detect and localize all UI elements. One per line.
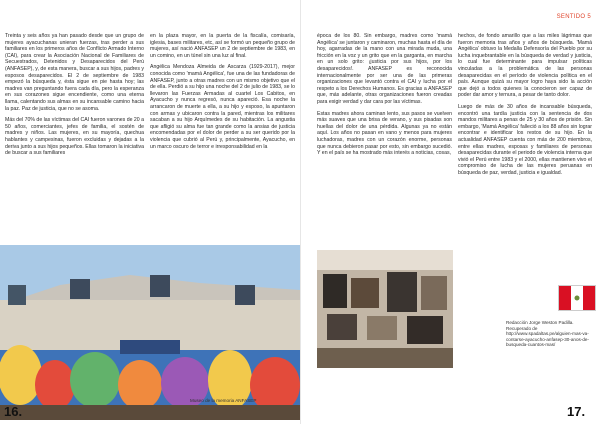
paragraph: en la plaza mayor, en la puerta de la fiscalía, comisaría, iglesia, bases militares, etc, así se formó un pequeño grupo de mujeres, así nació ANFASEP un 2 de septiembre de 1983, en un comino, en un túnel sin una luz al final. (150, 33, 295, 59)
right-text-column-1 (317, 33, 452, 162)
paragraph: hechos, de fondo amarillo que a las miles lágrimas que fueron memoria tras años y años de búsqueda. 'Mamá Angélica' obtuvo la Medalla Defensoría del Pueblo por su lucha inquebrantable en la búsqueda de verdad y justicia, lo cual fue determinante para impulsar políticas vinculadas a la problemática de las personas desaparecidas en el período de violencia política en el país. Aunque quizá su mayor logro haya sido la acción que dejó a todos quienes la conocieron ser capaz de poder dar amor y ternura, a pesar de tanto dolor. (458, 33, 592, 99)
author-credit: Redacción Jorge Weston Padilla. Recuperado de http://www.spadaltas.pe/alguien-mas-va-contarse-ayacucho-anfasep-30-anos-de-busqueda-cuantos-mas/ (506, 320, 589, 348)
left-text-column-1 (5, 33, 144, 162)
left-text-column-2 (150, 33, 295, 155)
peru-flag (558, 285, 596, 311)
paragraph: época de los 80. Sin embargo, madres como 'mamá Angélica' se juntaron y caminaron, muchas hasta el día de hoy, agarradas de la mano con una mirada muda, una fricción en la voz y un grito que en la garganta, en marcha en un solo grito: ¡justicia por sus hijos, por los desaparecidos!. ANFASEP es reconocida internacionalmente por ser una de las primeras organizaciones que levantó contra el CAI y lucha por el respeto a los Derechos Humanos. Es gracias a ANFASEP que, más adelante, otras organizaciones fueron creadas para exigir verdad y dar cara por las víctimas. (317, 33, 452, 105)
right-page (300, 0, 600, 424)
right-text-column-2 (458, 33, 592, 181)
section-tag: SENTIDO 5 (556, 14, 591, 20)
paragraph: Más del 70% de las víctimas del CAI fueron varones de 20 a 50 años, comerciantes, jefes de familia, el sostén de madres y niños. Las mujeres, en su mayoría, quechua hablantes y campesinas, fueron excluidas y dejadas a la deriva junto a sus hijos pequeños. Ellas tomaron la iniciativa de buscar a sus familiares (5, 117, 144, 157)
photo-caption: Museo de la memoria ANFASEP (190, 398, 257, 403)
paragraph: Luego de más de 30 años de incansable búsqueda, encontró una tardía justicia con la sentencia de dos mandos militares a penas de 25 y 30 años de prisión. Sin embargo, 'Mamá Angélica' falleció a los 88 años sin lograr encontrar e identificar los restos de su hijo. En la actualidad ANFASEP cuenta con más de 200 miembros, entre ellas madres, esposas y familiares de personas desaparecidas durante el periodo de violencia interna que vivió el Perú entre 1983 y el 2000, ellas mantienen vivo el compromiso de lucha de las mujeres peruanas en búsqueda de paz, verdad, justicia e igualdad. (458, 103, 592, 176)
page-number-right: 17. (567, 404, 586, 419)
museum-photo (0, 245, 300, 420)
paragraph: Treinta y seis años ya han pasado desde que un grupo de mujeres ayacuchanas unieran fuerzas, tras perder a sus familiares en los primeros años de Conflicto Armado Interno (CAI), para crear la Asociación Nacional de Familiares de Secuestrados, Detenidos y Desaparecidos del Perú (ANFASEP), y, de esta manera, buscar a sus hijos, padres y esposos desaparecidos. El 2 de septiembre de 1983 empezó la búsqueda y, ésta sigue en pie hasta hoy; las madres van preguntando fuera cada día, pero la esperanza en sus corazones sigue encendiente, como una eterna llama, calentando sus almas en su incansable camino hacia la paz. Paz de justicia, que no se asoma. (5, 33, 144, 112)
museum-interior-photo (317, 250, 453, 368)
paragraph: Angélica Mendoza Almeida de Ascarza (1929-2017), mejor conocida como 'mamá Angélica', fue una de las fundadoras de ANFASEP, junto a otras madres con un mismo objetivo que el de ella. Perdió a su hijo una noche del 2 de julio de 1983, se lo llevaron las Fuerzas Armadas al cuartel Los Cabitos, en Ayacucho y nunca regresó, nunca apareció. Esa noche la arrancaron de muerte a ella, a su hijo y esposo, la apuntaron con armas y ubicaron contra la pared, mientras los militares sacaban a su hijo Arquímedes de su habitación. La angustia que afligió su alma fue tan grande como la ansias de justicia encomendadas por el dolor de perder a su ser querido por la violencia que cubrió al Perú y, principalmente, Ayacucho, en un marco oscuro de terror e irresponsabilidad en la (150, 64, 295, 150)
paragraph: Estas madres ahora caminan lento, sus pasos se vuelven más suaves que una brisa de verano, y sus pisadas son huellas del dolor de una pérdida. Algunas ya no están aquí. Los años no pasan en vano y menos para mujeres luchadoras, madres con un corazón enorme, personas que nunca debieron pasar por esto, sin embargo sucedió. Y en el país se ha mostrado más interés a noticias, cosas, (317, 110, 452, 157)
page-number-left: 16. (4, 404, 23, 419)
